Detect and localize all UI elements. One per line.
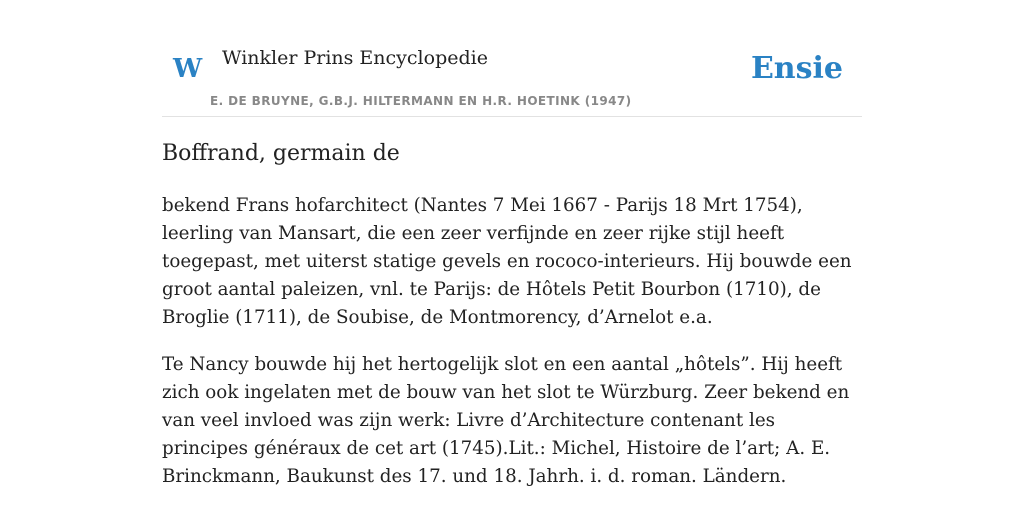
- encyclopedia-authors: E. DE BRUYNE, G.B.J. HILTERMANN EN H.R. HOETINK (1947): [210, 94, 632, 108]
- article-paragraph: bekend Frans hofarchitect (Nantes 7 Mei 1667 - Parijs 18 Mrt 1754), leerling van Mansart, die een zeer verfijnde en zeer rijke stijl heeft toegepast, met uiterst statige gevels en rococo-interieurs. Hij bouwde een groot aantal paleizen, vnl. te Parijs: de Hôtels Petit Bourbon (1710), de Broglie (1711), de Soubise, de Montmorency, d’Arnelot e.a.: [162, 195, 852, 328]
- article-paragraph: Te Nancy bouwde hij het hertogelijk slot en een aantal „hôtels”. Hij heeft zich ook ingelaten met de bouw van het slot te Würzburg. Zeer bekend en van veel invloed was zijn werk: Livre d’Architecture contenant les principes généraux de cet art (1745).Lit.: Michel, Histoire de l’art; A. E. Brinckmann, Baukunst des 17. und 18. Jahrh. i. d. roman. Ländern.: [162, 354, 850, 487]
- encyclopedia-title: Winkler Prins Encyclopedie: [222, 47, 488, 69]
- article-body: [162, 192, 862, 510]
- encyclopedia-header: [162, 0, 862, 117]
- ensie-logo-link[interactable]: Ensie: [750, 51, 843, 86]
- article-title: Boffrand, germain de: [162, 141, 400, 166]
- winkler-prins-logo: W: [173, 54, 203, 84]
